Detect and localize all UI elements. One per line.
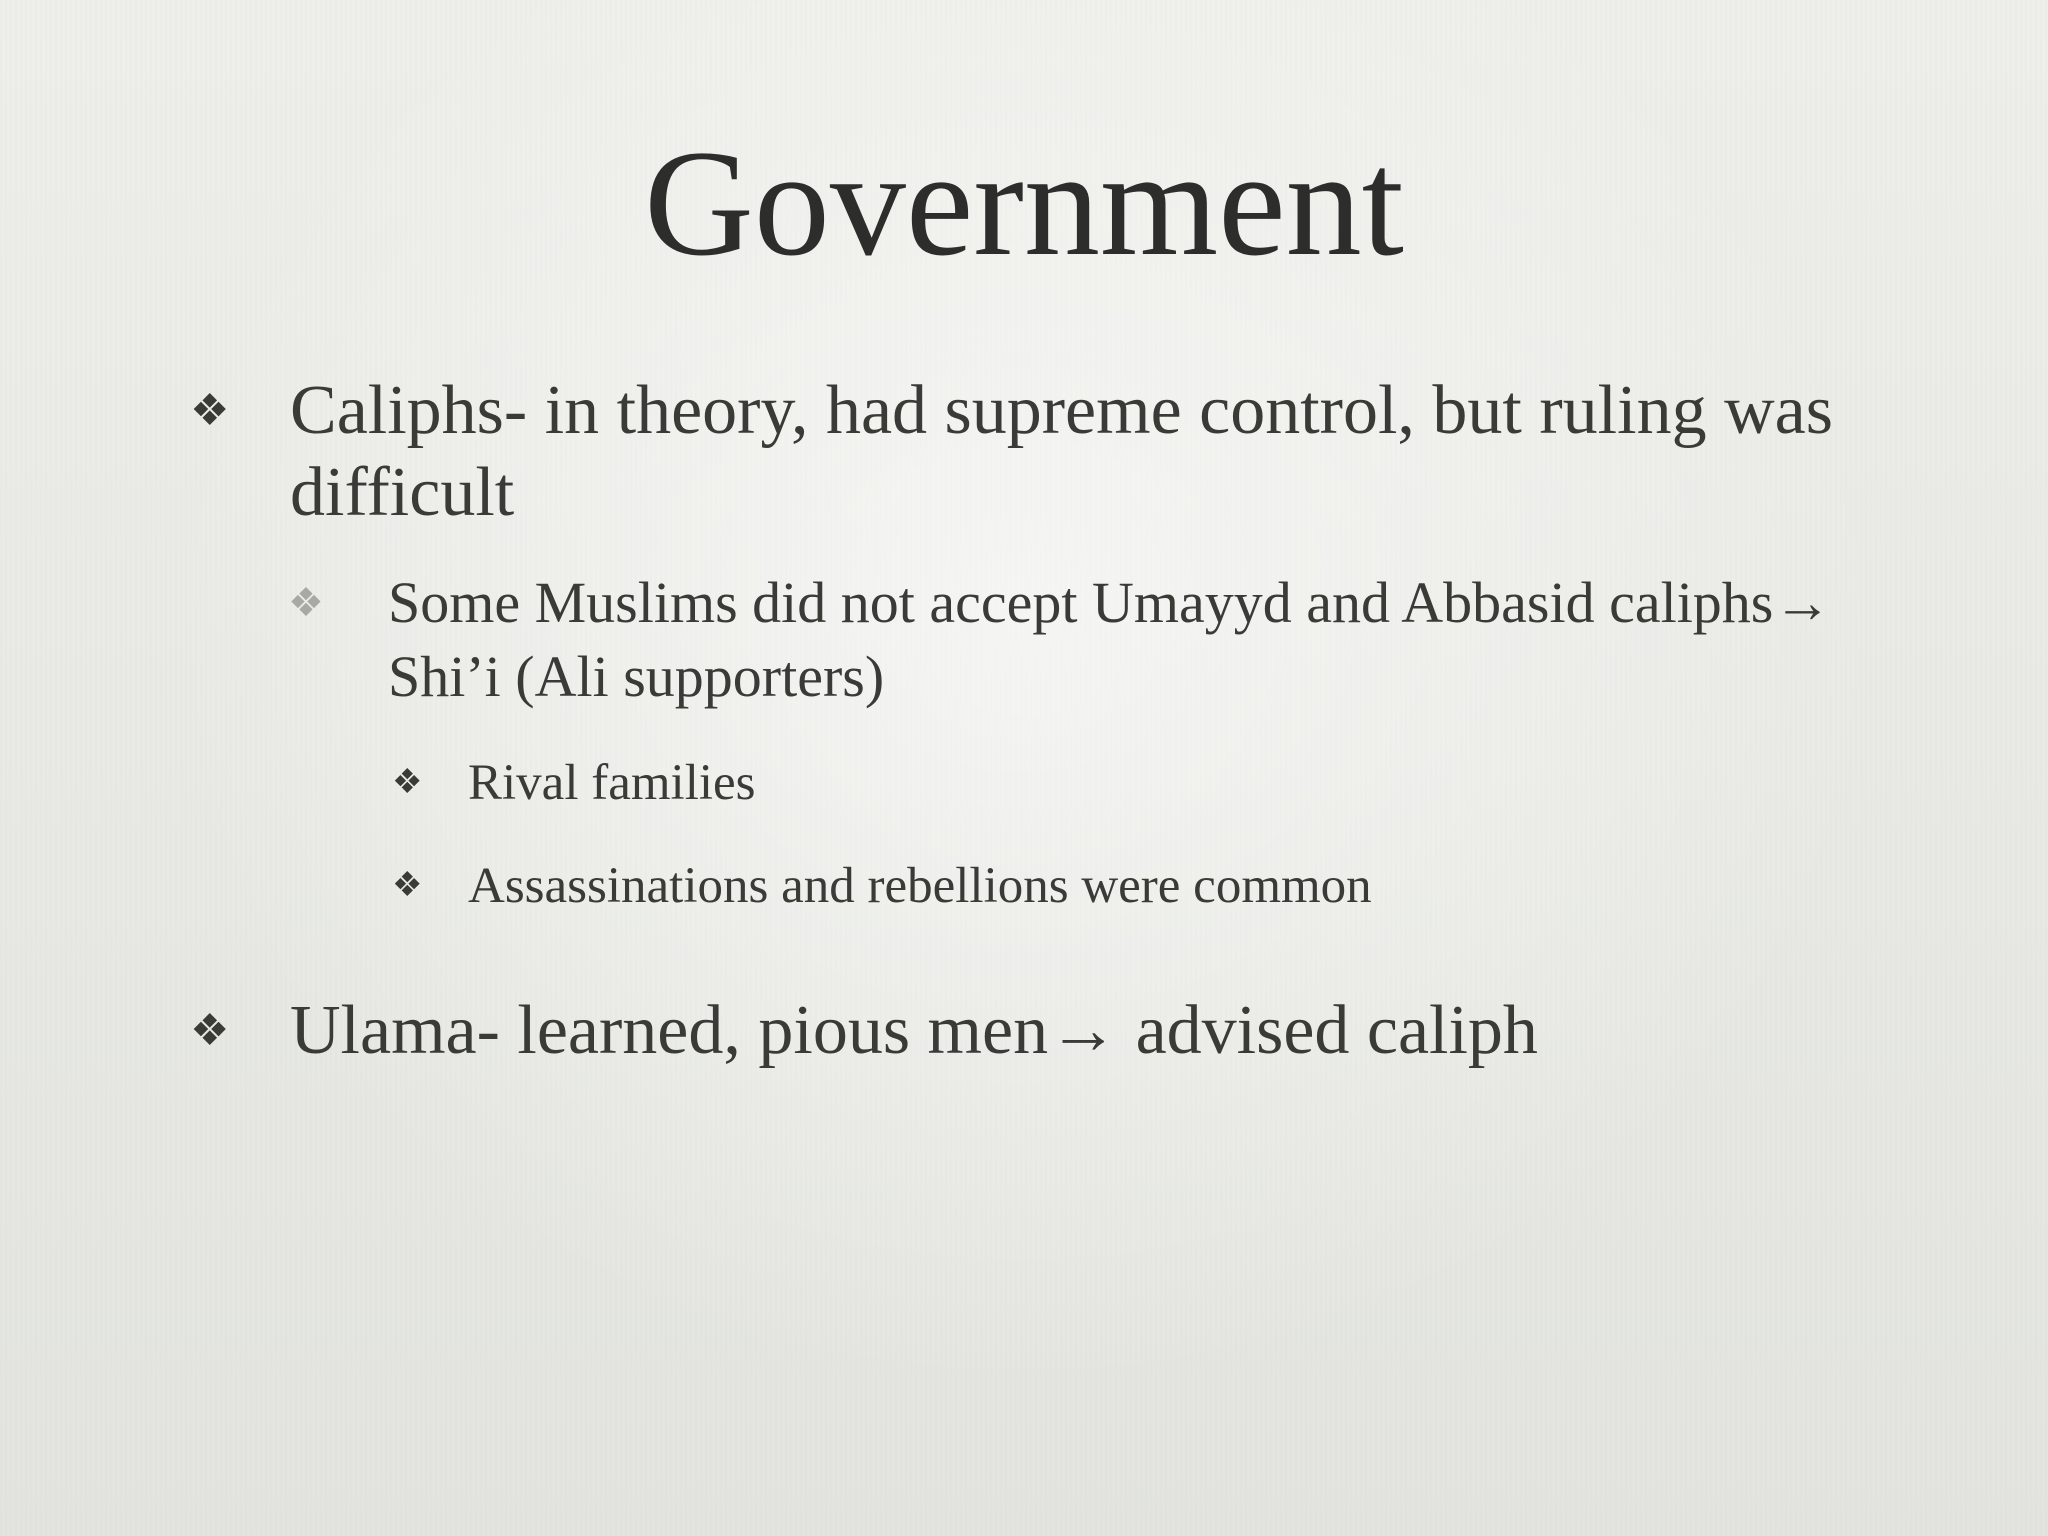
diamond-bullet-icon: ❖ — [392, 764, 423, 801]
bullet-text: Assassinations and rebellions were common — [468, 858, 1372, 914]
diamond-bullet-icon: ❖ — [190, 1006, 230, 1055]
bullet-caliphs — [190, 370, 1850, 534]
bullet-assassinations — [392, 854, 1768, 918]
bullet-rival-families — [392, 751, 1768, 815]
bullet-text: Ulama- learned, pious men→ advised caliph — [290, 992, 1538, 1069]
diamond-bullet-icon: ❖ — [288, 580, 324, 625]
bullet-text: Caliphs- in theory, had supreme control, but ruling was difficult — [290, 372, 1833, 531]
diamond-bullet-icon: ❖ — [392, 867, 423, 904]
bullet-some-muslims — [288, 566, 1868, 714]
bullet-text: Some Muslims did not accept Umayyd and Abbasid caliphs→ Shi’i (Ali supporters) — [388, 570, 1832, 709]
diamond-bullet-icon: ❖ — [190, 386, 230, 435]
bullet-ulama — [190, 990, 1850, 1072]
bullet-text: Rival families — [468, 755, 756, 811]
slide-title: Government — [644, 119, 1404, 287]
